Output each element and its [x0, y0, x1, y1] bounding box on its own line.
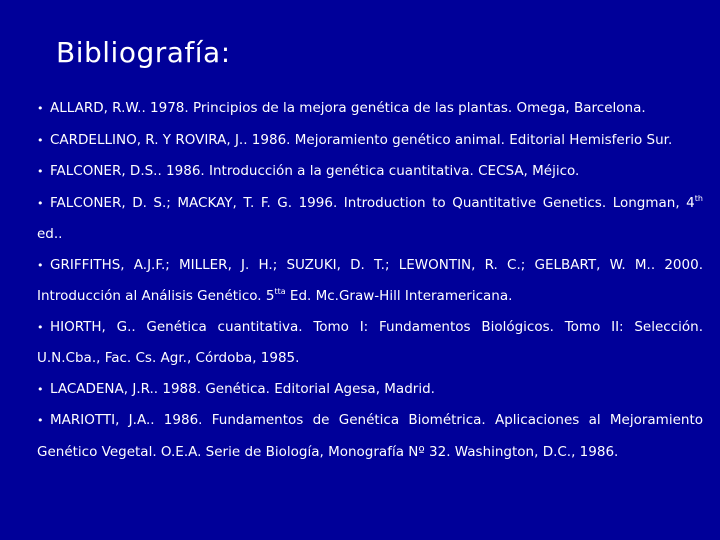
reference-item [37, 93, 703, 125]
superscript: tta [274, 287, 286, 296]
bullet-icon: • [37, 382, 44, 396]
superscript: th [694, 193, 703, 203]
reference-text-end: Ed. Mc.Graw-Hill Interamericana. [285, 288, 513, 304]
reference-text: GRIFFITHS, A.J.F.; MILLER, J. H.; SUZUKI, D. T.; LEWONTIN, R. C.; GELBART, W. M.. 2000. Introducción al Análisis Genético. 5 [37, 256, 703, 304]
reference-item [37, 250, 703, 312]
bullet-icon: • [37, 102, 44, 115]
bullet-icon: • [37, 414, 44, 427]
reference-item [37, 405, 703, 467]
reference-text: HIORTH, G.. Genética cuantitativa. Tomo I: Fundamentos Biológicos. Tomo II: Selección. U.N.Cba., Fac. Cs. Agr., Córdoba, 1985. [37, 318, 703, 366]
bullet-icon: • [37, 196, 44, 210]
reference-text: FALCONER, D.S.. 1986. Introducción a la genética cuantitativa. CECSA, Méjico. [50, 163, 580, 179]
reference-text-end: ed.. [37, 226, 63, 242]
reference-item [37, 374, 703, 406]
bullet-icon: • [37, 258, 44, 272]
slide-title: Bibliografía: [56, 36, 231, 69]
reference-item [37, 156, 703, 188]
bullet-icon: • [37, 320, 44, 334]
reference-item [37, 188, 703, 250]
reference-text: FALCONER, D. S.; MACKAY, T. F. G. 1996. Introduction to Quantitative Genetics. Longman, 4 [50, 194, 695, 211]
reference-item [37, 125, 703, 157]
reference-text: LACADENA, J.R.. 1988. Genética. Editorial Agesa, Madrid. [50, 380, 435, 397]
bullet-icon: • [37, 133, 44, 147]
bullet-icon: • [37, 165, 44, 178]
reference-item [37, 312, 703, 374]
reference-text: MARIOTTI, J.A.. 1986. Fundamentos de Genética Biométrica. Aplicaciones al Mejoramiento Genético Vegetal. O.E.A. Serie de Biología, Monografía Nº 32. Washington, D.C., 1986. [37, 412, 703, 460]
reference-text: ALLARD, R.W.. 1978. Principios de la mejora genética de las plantas. Omega, Barcelona. [50, 100, 646, 116]
reference-text: CARDELLINO, R. Y ROVIRA, J.. 1986. Mejoramiento genético animal. Editorial Hemisferio Sur. [50, 131, 673, 148]
reference-list [37, 93, 703, 467]
